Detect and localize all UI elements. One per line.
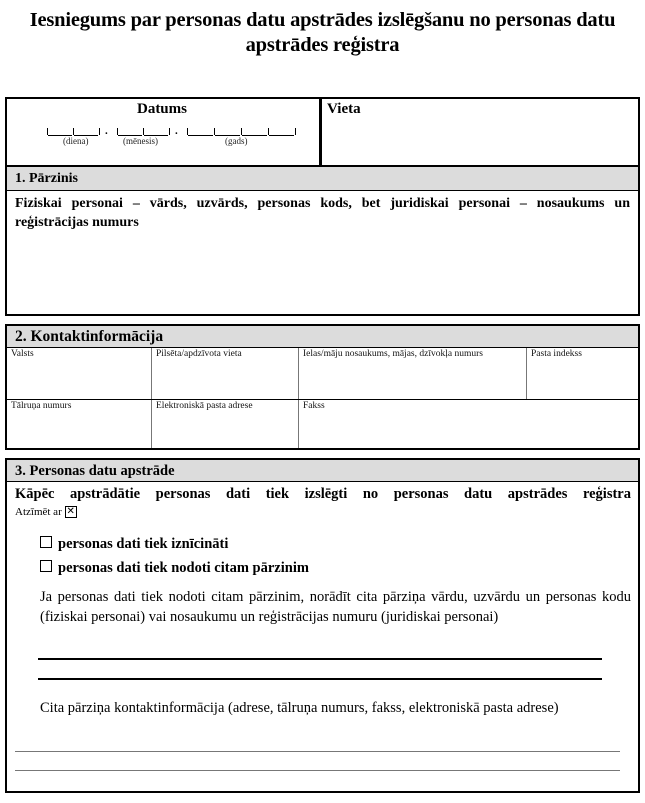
checked-box-icon: ✕ (66, 506, 75, 518)
month-digit-2[interactable] (144, 123, 168, 136)
month-caption: (mēnesis) (123, 136, 158, 146)
phone-field[interactable] (7, 400, 152, 448)
street-label: Ielas/māju nosaukums, mājas, dzīvokļa numurs (303, 349, 483, 359)
country-field[interactable] (7, 348, 152, 399)
transfer-instruction: Ja personas dati tiek nodoti citam pārzinim, norādīt cita pārziņa vārdu, uzvārdu un personas kodu (fiziskai personai) vai nosaukumu un reģistrācijas numuru (juridiskai personai) (40, 589, 631, 625)
section-data-processing (5, 458, 640, 793)
city-field[interactable] (152, 348, 299, 399)
postal-code-label: Pasta indekss (531, 349, 582, 359)
place-label: Vieta (327, 101, 361, 117)
contact-row-1 (7, 348, 638, 400)
checkbox-destroyed[interactable] (40, 536, 52, 548)
date-tick (99, 128, 100, 135)
day-digit-1[interactable] (48, 123, 72, 136)
controller-instruction: Fiziskai personai – vārds, uzvārds, personas kods, bet juridiskai personai – nosaukums un reģistrācijas numurs (15, 196, 630, 230)
postal-code-field[interactable] (527, 348, 638, 399)
year-caption: (gads) (225, 136, 248, 146)
date-label: Datums (136, 101, 187, 117)
mark-hint (15, 506, 77, 518)
city-label: Pilsēta/apdzīvota vieta (156, 349, 242, 359)
month-digit-1[interactable] (118, 123, 142, 136)
section-contact-info (5, 324, 640, 450)
date-separator: . (105, 125, 108, 137)
transfer-line-2[interactable] (38, 678, 602, 680)
option-destroyed[interactable] (40, 536, 228, 553)
controller-input-area[interactable] (7, 233, 638, 314)
section-controller-heading: 1. Pārzinis (7, 167, 638, 191)
option-destroyed-label: personas dati tiek iznīcināti (58, 536, 229, 552)
date-field[interactable] (45, 123, 305, 149)
phone-label: Tālruņa numurs (11, 401, 72, 411)
section-processing-heading: 3. Personas datu apstrāde (7, 460, 638, 482)
place-field[interactable] (324, 120, 636, 164)
header-divider (319, 97, 322, 167)
date-tick (169, 128, 170, 135)
contact-line-1[interactable] (15, 751, 620, 752)
fax-label: Fakss (303, 401, 325, 411)
contact-line-2[interactable] (15, 770, 620, 771)
date-tick (295, 128, 296, 135)
day-digit-2[interactable] (74, 123, 98, 136)
document-title: Iesniegums par personas datu apstrādes izslēgšanu no personas datu apstrādes reģistra (29, 9, 616, 56)
mark-hint-text: Atzīmēt ar (15, 506, 62, 518)
email-label: Elektroniskā pasta adrese (156, 401, 253, 411)
year-digit-1[interactable] (188, 123, 213, 136)
section-contact-heading: 2. Kontaktinformācija (7, 326, 638, 348)
date-separator: . (175, 125, 178, 137)
option-transferred[interactable] (40, 560, 309, 577)
email-field[interactable] (152, 400, 299, 448)
contact-instruction: Cita pārziņa kontaktinformācija (adrese, tālruņa numurs, fakss, elektroniskā pasta adrese) (40, 700, 559, 716)
option-transferred-label: personas dati tiek nodoti citam pārzinim (58, 560, 309, 576)
day-caption: (diena) (63, 136, 89, 146)
year-digit-2[interactable] (215, 123, 240, 136)
street-field[interactable] (299, 348, 527, 399)
section-controller (5, 167, 640, 316)
year-digit-3[interactable] (242, 123, 267, 136)
contact-row-2 (7, 400, 638, 448)
fax-field[interactable] (299, 400, 638, 448)
reason-question: Kāpēc apstrādātie personas dati tiek izslēgti no personas datu apstrādes reģistra (15, 486, 631, 502)
checkbox-transferred[interactable] (40, 560, 52, 572)
country-label: Valsts (11, 349, 34, 359)
year-digit-4[interactable] (269, 123, 294, 136)
transfer-line-1[interactable] (38, 658, 602, 660)
